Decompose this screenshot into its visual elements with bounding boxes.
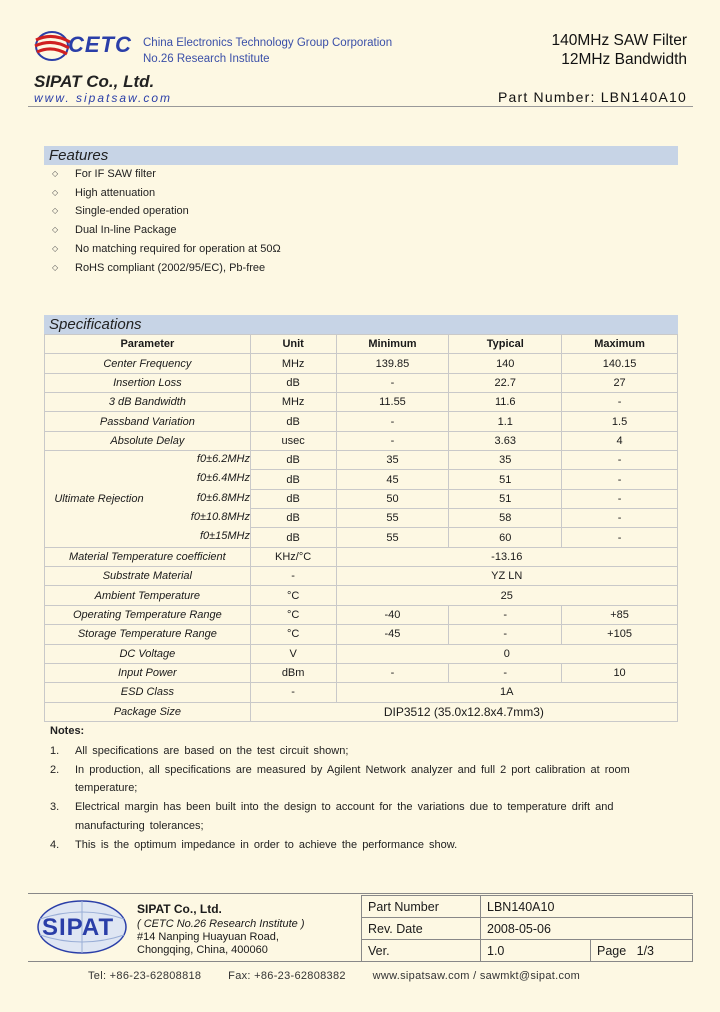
title-line1: 140MHz SAW Filter — [551, 32, 687, 49]
note-item: 2. In production, all specifications are measured by Agilent Network analyzer and full 2 port calibration at room temperature; — [50, 763, 630, 795]
table-cell: -45 — [336, 625, 449, 644]
page-label: Page — [597, 943, 627, 958]
table-row — [45, 702, 678, 721]
table-row — [45, 644, 678, 663]
table-cell: °C — [250, 586, 336, 605]
table-row — [45, 625, 678, 644]
table-cell: dB — [250, 470, 336, 489]
col-header: Maximum — [562, 335, 678, 354]
rejection-freq: f0±6.2MHz — [196, 453, 250, 465]
table-cell: - — [449, 625, 562, 644]
table-cell: 35 — [336, 451, 449, 470]
features-heading: Features — [44, 146, 678, 165]
rejection-sublabels — [152, 450, 250, 547]
footer-company: SIPAT Co., Ltd. — [137, 902, 222, 916]
table-cell: dB — [250, 412, 336, 431]
table-cell: - — [562, 470, 678, 489]
part-number: Part Number: LBN140A10 — [497, 89, 687, 105]
table-cell: 10 — [562, 663, 678, 682]
table-cell: - — [562, 451, 678, 470]
table-cell: 35 — [449, 451, 562, 470]
table-cell: Insertion Loss — [45, 373, 251, 392]
table-cell: - — [562, 489, 678, 508]
feature-item: ◇ High attenuation — [52, 184, 281, 203]
table-row — [45, 373, 678, 392]
diamond-bullet-icon: ◇ — [52, 206, 59, 216]
table-cell: - — [562, 509, 678, 528]
spec-table — [44, 334, 678, 722]
table-cell: Input Power — [45, 663, 251, 682]
table-cell: - — [336, 412, 449, 431]
table-cell: usec — [250, 431, 336, 450]
rejection-label: Ultimate Rejection — [54, 492, 144, 505]
table-cell: YZ LN — [336, 567, 677, 586]
table-cell: dB — [250, 451, 336, 470]
table-row — [45, 451, 678, 470]
table-cell: dB — [250, 509, 336, 528]
table-cell: +85 — [562, 605, 678, 624]
table-cell: 1A — [336, 683, 677, 702]
table-cell: 11.6 — [449, 393, 562, 412]
table-cell: - — [336, 663, 449, 682]
table-cell: 60 — [449, 528, 562, 547]
table-cell: - — [336, 373, 449, 392]
table-row — [45, 354, 678, 373]
table-cell: ESD Class — [45, 683, 251, 702]
table-cell: - — [336, 431, 449, 450]
table-row — [45, 586, 678, 605]
table-cell: 50 — [336, 489, 449, 508]
table-cell: 27 — [562, 373, 678, 392]
table-cell: 1.5 — [562, 412, 678, 431]
table-cell: 55 — [336, 528, 449, 547]
page-cell — [591, 940, 693, 962]
table-cell: V — [250, 644, 336, 663]
col-header: Unit — [250, 335, 336, 354]
rev-date-value: 2008-05-06 — [481, 918, 693, 940]
corp-line1: China Electronics Technology Group Corporation — [143, 37, 393, 49]
table-row — [45, 663, 678, 682]
note-item: 3. Electrical margin has been built into the design to account for the variations due to temperature drift and manufacturing tolerances; — [50, 801, 614, 832]
ver-label: Ver. — [362, 940, 481, 962]
table-cell: 1.1 — [449, 412, 562, 431]
table-cell: - — [250, 683, 336, 702]
table-cell: 25 — [336, 586, 677, 605]
table-cell: 55 — [336, 509, 449, 528]
rejection-freq: f0±6.4MHz — [196, 472, 250, 485]
table-cell: DC Voltage — [45, 644, 251, 663]
footer-info-table — [361, 895, 693, 962]
specifications-heading: Specifications — [44, 315, 678, 334]
feature-item: ◇ Dual In-line Package — [52, 221, 281, 240]
table-cell: 45 — [336, 470, 449, 489]
table-cell: MHz — [250, 393, 336, 412]
table-cell: Storage Temperature Range — [45, 625, 251, 644]
note-item: 4. This is the optimum impedance in order to achieve the performance show. — [50, 838, 458, 851]
table-cell: - — [449, 605, 562, 624]
table-cell: +105 — [562, 625, 678, 644]
globe-icon — [32, 28, 72, 62]
table-cell: -13.16 — [336, 547, 677, 566]
feature-item: ◇ No matching required for operation at 50Ω — [52, 240, 281, 259]
footer-line1: ( CETC No.26 Research Institute ) — [137, 918, 305, 930]
cetc-logo-text: CETC — [68, 32, 132, 57]
table-cell: °C — [250, 605, 336, 624]
part-number-label: Part Number — [362, 896, 481, 918]
table-cell: 58 — [449, 509, 562, 528]
table-cell: Package Size — [45, 702, 251, 721]
table-cell: 11.55 — [336, 393, 449, 412]
table-cell: -40 — [336, 605, 449, 624]
diamond-bullet-icon: ◇ — [52, 187, 59, 197]
table-cell: 140 — [449, 354, 562, 373]
table-row — [45, 547, 678, 566]
diamond-bullet-icon: ◇ — [52, 243, 59, 253]
ver-value: 1.0 — [481, 940, 591, 962]
table-cell: 22.7 — [449, 373, 562, 392]
table-cell: 51 — [449, 489, 562, 508]
table-row — [45, 683, 678, 702]
table-cell: Center Frequency — [45, 354, 251, 373]
diamond-bullet-icon: ◇ — [52, 225, 59, 235]
rejection-freq: f0±10.8MHz — [190, 511, 250, 524]
diamond-bullet-icon: ◇ — [52, 262, 59, 272]
table-cell: dBm — [250, 663, 336, 682]
table-cell: - — [449, 663, 562, 682]
rejection-freq: f0±15MHz — [199, 530, 250, 543]
feature-item: ◇ For IF SAW filter — [52, 165, 281, 184]
header-divider — [28, 106, 693, 107]
features-list — [52, 165, 281, 277]
table-cell: dB — [250, 373, 336, 392]
col-header: Minimum — [336, 335, 449, 354]
table-cell: KHz/°C — [250, 547, 336, 566]
rejection-freq: f0±6.8MHz — [196, 491, 250, 504]
table-cell: Material Temperature coefficient — [45, 547, 251, 566]
feature-item: ◇ Single-ended operation — [52, 202, 281, 221]
table-cell: 4 — [562, 431, 678, 450]
footer-line2: #14 Nanping Huayuan Road, — [137, 931, 279, 943]
corp-line2: No.26 Research Institute — [143, 53, 270, 65]
notes-section — [50, 725, 650, 854]
table-cell: DIP3512 (35.0x12.8x4.7mm3) — [250, 702, 677, 721]
table-header-row — [45, 335, 678, 354]
table-cell: Passband Variation — [45, 412, 251, 431]
corp-name — [143, 35, 392, 67]
table-cell: 3 dB Bandwidth — [45, 393, 251, 412]
table-row — [45, 431, 678, 450]
rev-date-label: Rev. Date — [362, 918, 481, 940]
notes-title: Notes: — [50, 725, 85, 737]
part-number-value: LBN140A10 — [481, 896, 693, 918]
diamond-bullet-icon: ◇ — [52, 169, 59, 178]
table-row — [45, 393, 678, 412]
note-item: 1. All specifications are based on the test circuit shown; — [50, 745, 349, 757]
table-row — [45, 567, 678, 586]
table-cell: 3.63 — [449, 431, 562, 450]
sipat-logo — [34, 897, 130, 957]
table-cell: Substrate Material — [45, 567, 251, 586]
table-cell: - — [250, 567, 336, 586]
website-link[interactable]: www. sipatsaw.com — [34, 91, 173, 105]
product-title — [551, 31, 687, 69]
col-header: Parameter — [45, 335, 251, 354]
table-cell: 51 — [449, 470, 562, 489]
footer-line3: Chongqing, China, 400060 — [137, 944, 268, 956]
table-cell: Absolute Delay — [45, 431, 251, 450]
table-cell: MHz — [250, 354, 336, 373]
table-cell: Ambient Temperature — [45, 586, 251, 605]
page-value: 1/3 — [636, 943, 655, 958]
table-cell: - — [562, 528, 678, 547]
contact-line: Tel: +86-23-62808818 Fax: +86-23-62808382 www.sipatsaw.com / sawmkt@sipat.com — [88, 970, 581, 982]
title-line2: 12MHz Bandwidth — [561, 51, 687, 68]
table-cell: 0 — [336, 644, 677, 663]
table-cell: 140.15 — [562, 354, 678, 373]
table-cell: °C — [250, 625, 336, 644]
feature-item: ◇ RoHS compliant (2002/95/EC), Pb-free — [52, 259, 281, 278]
table-cell: 139.85 — [336, 354, 449, 373]
table-cell: dB — [250, 489, 336, 508]
company-name: SIPAT Co., Ltd. — [34, 72, 155, 91]
table-cell: - — [562, 393, 678, 412]
table-row — [45, 412, 678, 431]
table-cell: dB — [250, 528, 336, 547]
sipat-logo-text: SIPAT — [42, 914, 115, 941]
table-cell: Operating Temperature Range — [45, 605, 251, 624]
table-row — [45, 605, 678, 624]
col-header: Typical — [449, 335, 562, 354]
